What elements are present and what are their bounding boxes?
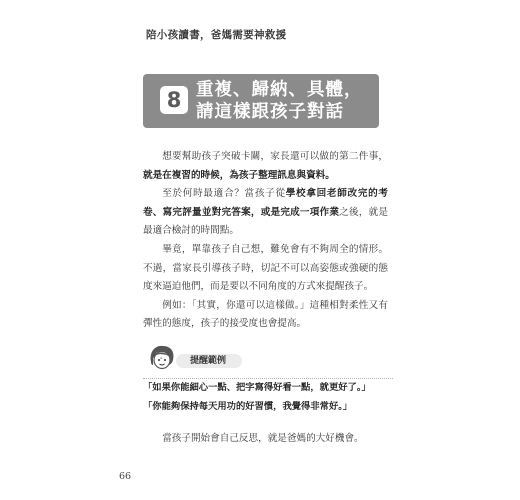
paragraph-3: 畢竟，單靠孩子自己想，難免會有不夠周全的情形。不過，當家長引導孩子時，切記不可以高姿態或強硬的態度來逼迫他們，而是要以不同角度的方式來提醒孩子。 [143, 243, 388, 293]
woman-face-icon [147, 344, 177, 370]
section-banner [143, 74, 379, 128]
section-title-line-2: 請這樣跟孩子對話 [196, 102, 344, 122]
paragraph-4: 例如：「其實，你還可以這樣做。」這種相對柔性又有彈性的態度，孩子的接受度也會提高。 [143, 299, 388, 330]
tip-quote-2: 「你能夠保持每天用功的好習慣，我覺得非常好。」 [143, 401, 353, 412]
paragraph-1 [143, 148, 388, 185]
paragraph-2 [143, 185, 388, 241]
paragraph-2-bold: 學校拿回老師改完的考卷、寫完評量並對完答案，或是完成一項作業 [143, 188, 389, 218]
paragraph-1-text: 想要幫助孩子突破卡關，家長還可以做的第二件事， [162, 151, 388, 162]
body-text [143, 148, 388, 334]
section-number: 8 [160, 86, 188, 114]
running-header: 陪小孩讀書，爸媽需要神救援 [146, 29, 287, 41]
paragraph-2-text-b: 之後，就是最適合檢討的時間點。 [143, 206, 388, 237]
section-title-line-1: 重複、歸納、具體， [196, 80, 363, 100]
tip-quote-1: 「如果你能細心一點、把字寫得好看一點，就更好了。」 [143, 382, 371, 393]
section-title [196, 79, 363, 123]
closing-paragraph: 當孩子開始會自己反思，就是爸媽的大好機會。 [162, 433, 364, 444]
paragraph-1-bold: 就是在複習的時候，為孩子整理訊息與資料。 [143, 169, 335, 181]
tip-label: 提醒範例 [176, 354, 242, 368]
page-number: 66 [119, 471, 132, 482]
paragraph-2-text-a: 至於何時最適合？當孩子從 [162, 188, 286, 200]
tip-quotes [143, 378, 393, 416]
